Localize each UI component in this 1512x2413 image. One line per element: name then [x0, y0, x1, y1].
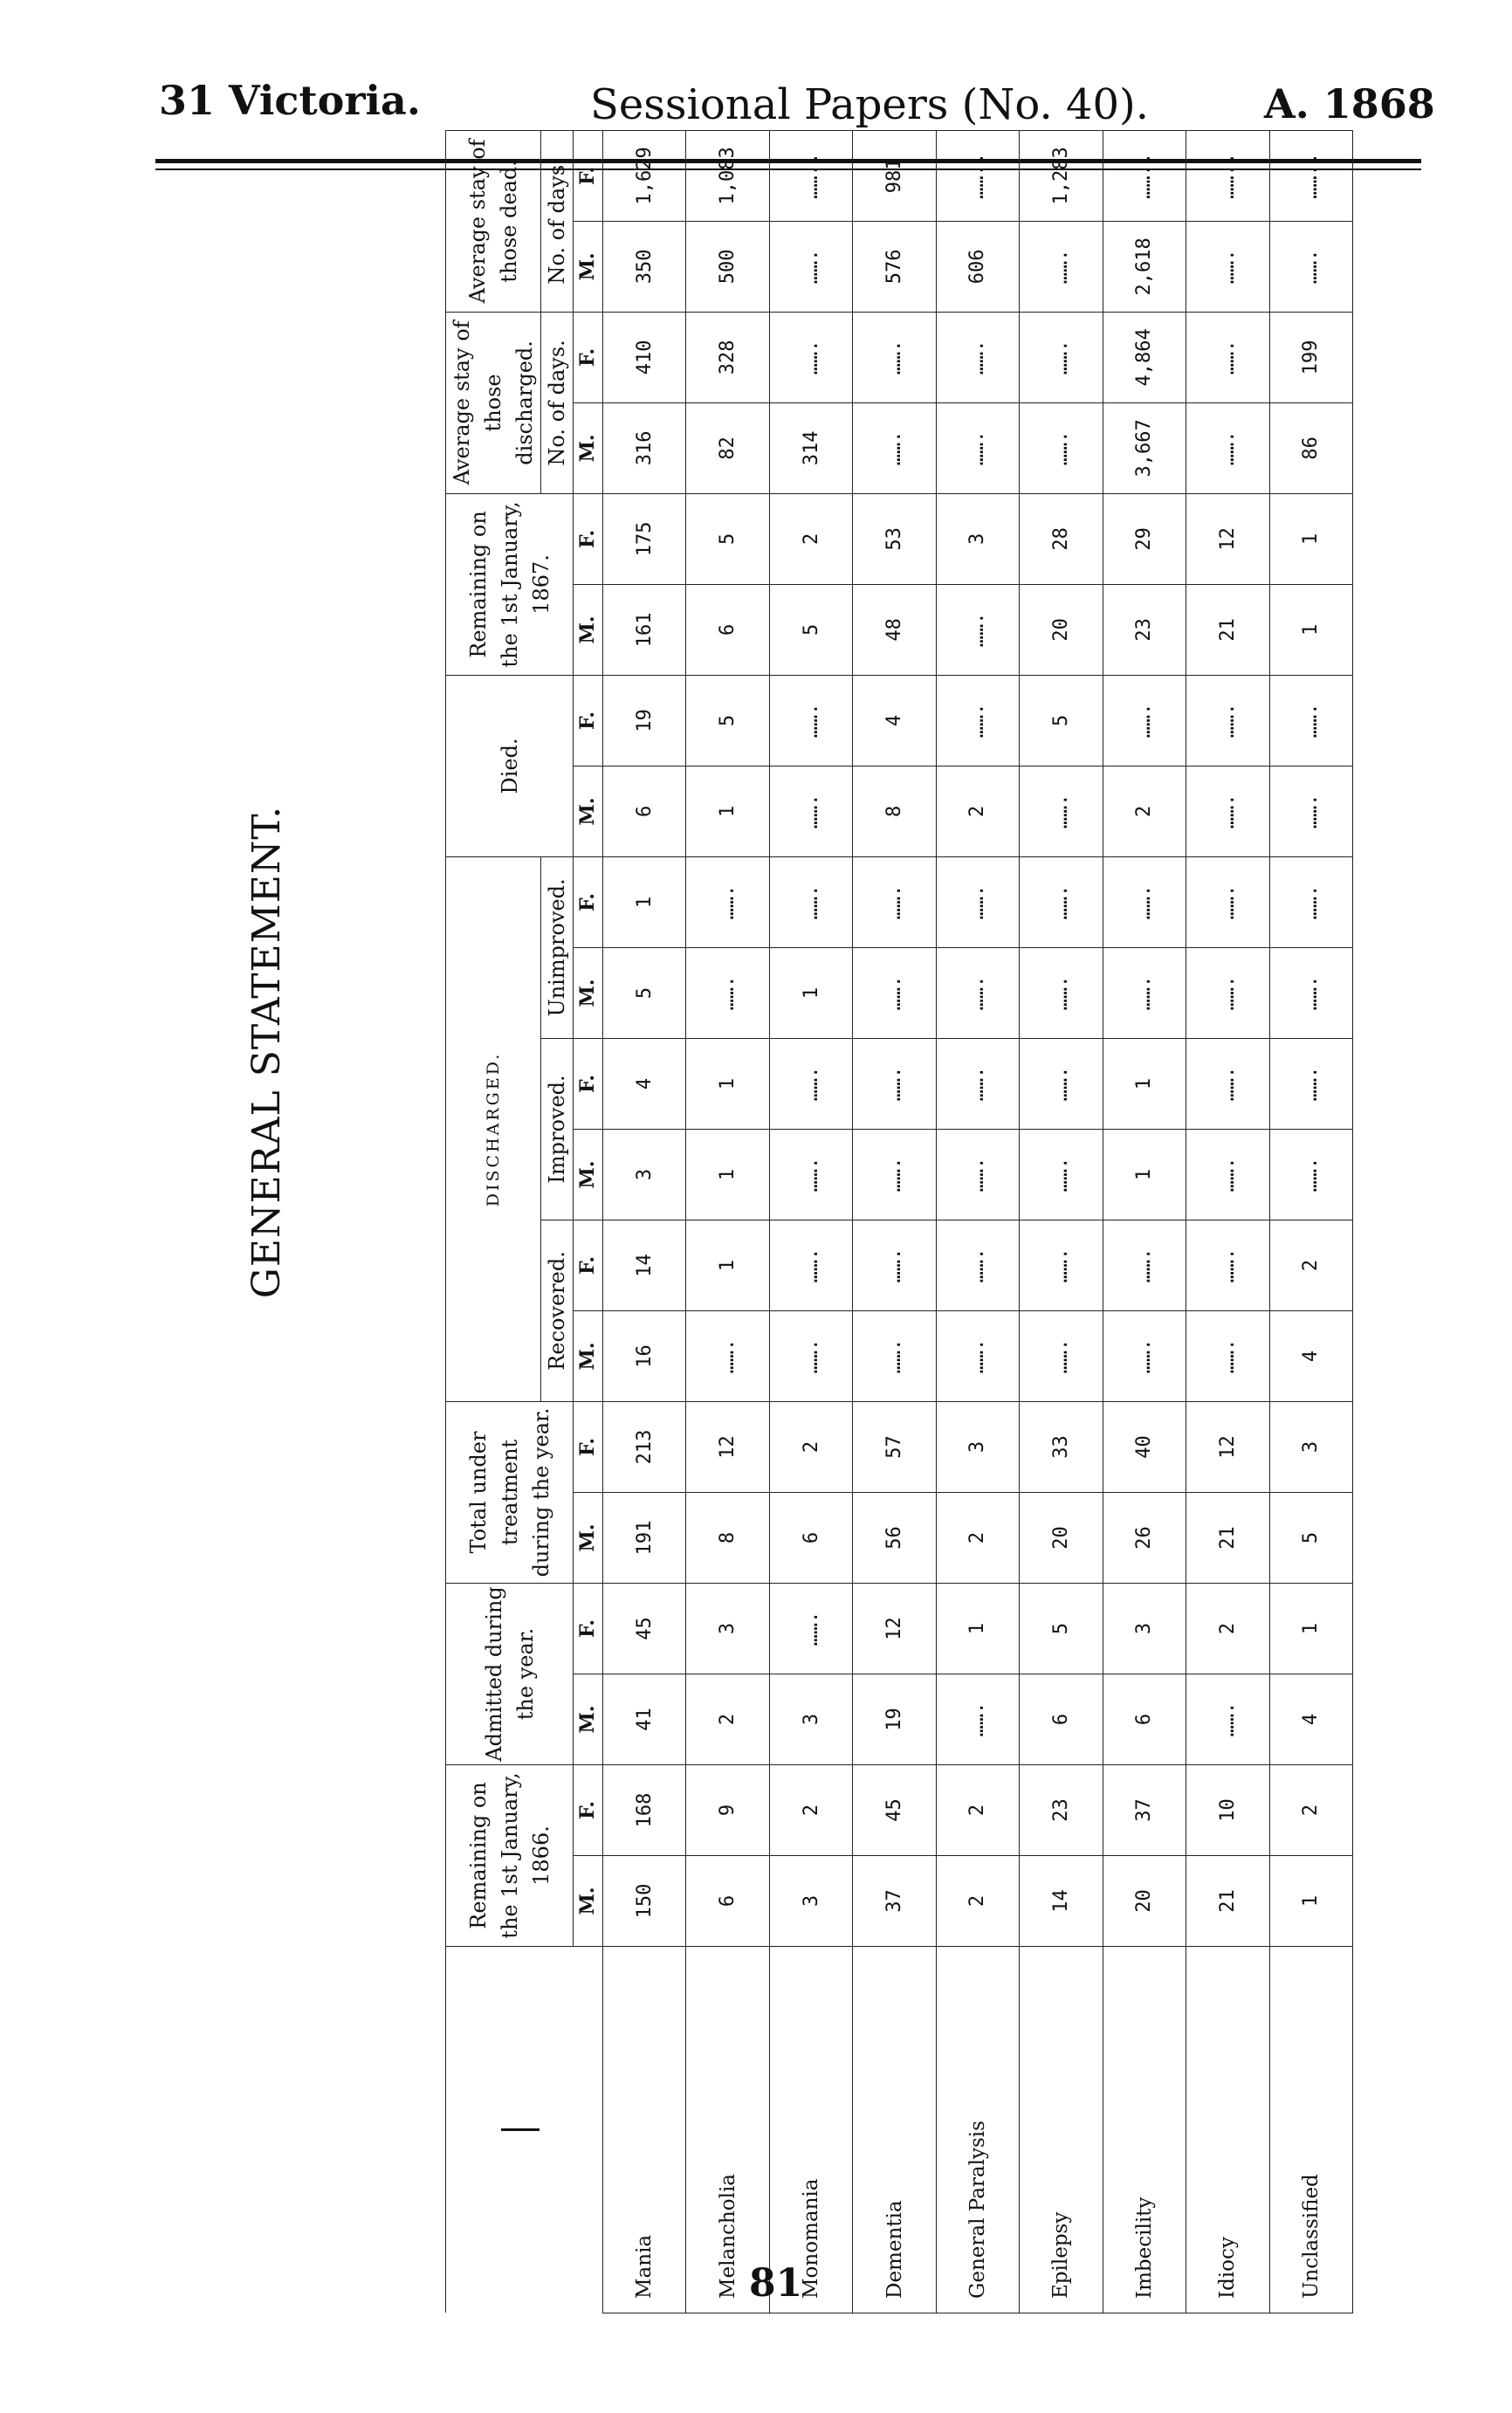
page-number: 81 [749, 2261, 803, 2306]
table-cell: …….. [1103, 130, 1186, 221]
table-cell: 191 [603, 1492, 686, 1583]
table-cell: 168 [603, 1764, 686, 1855]
table-cell: 1 [686, 766, 769, 856]
table-cell: 2 [769, 1401, 852, 1492]
female-header: F. [574, 1583, 603, 1674]
table-cell: ……. [1186, 766, 1269, 856]
table-cell: 1 [936, 1583, 1019, 1674]
table-cell: 500 [686, 221, 769, 312]
table-cell: 2,618 [1103, 221, 1186, 312]
table-cell: ……. [853, 312, 936, 402]
table-cell: 1 [686, 1129, 769, 1220]
header-year: A. 1868 [1264, 80, 1435, 127]
header-recovered: Recovered. [541, 1220, 574, 1401]
table-cell: ……. [936, 312, 1019, 402]
table-cell: 5 [1020, 1583, 1103, 1674]
table-cell: ……. [1186, 1038, 1269, 1129]
table-cell: ……. [769, 221, 852, 312]
male-header: M. [574, 1310, 603, 1401]
table-cell: 3 [936, 493, 1019, 584]
table-row [1186, 130, 1269, 2313]
table-cell: ……. [1020, 402, 1103, 493]
table-cell: 175 [603, 493, 686, 584]
table-cell: 3 [769, 1856, 852, 1947]
table-cell: ……. [1020, 947, 1103, 1038]
table-cell: ……. [1020, 1310, 1103, 1401]
male-header: M. [574, 947, 603, 1038]
row-label: General Paralysis [936, 1947, 1019, 2313]
header-regnal-year: 31 Victoria. [159, 77, 421, 124]
table-cell: ……. [1269, 856, 1353, 947]
table-cell: 14 [1020, 1856, 1103, 1947]
table-cell: 3 [769, 1674, 852, 1764]
header-avg-dead: Average stay of those dead. [446, 130, 541, 312]
table-cell: 40 [1103, 1401, 1186, 1492]
table-cell: 8 [686, 1492, 769, 1583]
table-cell: ……. [936, 1310, 1019, 1401]
table-cell: 6 [769, 1492, 852, 1583]
table-cell: 8 [853, 766, 936, 856]
female-header: F. [574, 1764, 603, 1855]
table-cell: 2 [936, 1856, 1019, 1947]
table-cell: 4 [1269, 1674, 1353, 1764]
table-row [686, 130, 769, 2313]
male-header: M. [574, 1856, 603, 1947]
table-cell: ……. [936, 1129, 1019, 1220]
female-header: F. [574, 312, 603, 402]
table-cell: 21 [1186, 1856, 1269, 1947]
table-cell: 10 [1186, 1764, 1269, 1855]
table-cell: 82 [686, 402, 769, 493]
table-cell: 45 [853, 1764, 936, 1855]
table-cell: 12 [853, 1583, 936, 1674]
table-cell: 57 [853, 1401, 936, 1492]
table-cell: 1 [1269, 1583, 1353, 1674]
table-cell: 12 [686, 1401, 769, 1492]
header-discharged: DISCHARGED. [446, 856, 541, 1401]
table-cell: 1 [686, 1038, 769, 1129]
table-cell: 45 [603, 1583, 686, 1674]
table-cell: …….. [1186, 130, 1269, 221]
table-cell: 1 [769, 947, 852, 1038]
table-cell: 5 [686, 675, 769, 766]
table-cell: ……. [686, 947, 769, 1038]
table-cell: 20 [1020, 584, 1103, 675]
table-cell: 6 [603, 766, 686, 856]
male-header: M. [574, 584, 603, 675]
table-cell: 2 [769, 493, 852, 584]
table-cell: ……. [1186, 947, 1269, 1038]
table-cell: ……. [1269, 766, 1353, 856]
table-cell: 3 [603, 1129, 686, 1220]
table-cell: 410 [603, 312, 686, 402]
header-no-of-days-discharged: No. of days. [541, 312, 574, 493]
table-cell: ……. [1186, 675, 1269, 766]
header-total-treatment: Total under treatment during the year. [446, 1401, 574, 1583]
table-cell: 606 [936, 221, 1019, 312]
table-cell: 20 [1020, 1492, 1103, 1583]
row-label: Imbecility [1103, 1947, 1186, 2313]
general-statement-table [445, 130, 1353, 2313]
table-cell: 161 [603, 584, 686, 675]
header-remaining-1867: Remaining on the 1st January, 1867. [446, 493, 574, 675]
female-header: F. [574, 1220, 603, 1310]
table-cell: 56 [853, 1492, 936, 1583]
male-header: M. [574, 1492, 603, 1583]
table-cell: ……. [1269, 221, 1353, 312]
table-cell: ……. [1186, 402, 1269, 493]
table-cell: ……. [1103, 1310, 1186, 1401]
table-cell: ……. [1186, 1310, 1269, 1401]
table-cell: 23 [1103, 584, 1186, 675]
table-cell: ……. [1103, 1220, 1186, 1310]
header-remaining-1866: Remaining on the 1st January, 1866. [446, 1764, 574, 1946]
table-cell: ……. [686, 856, 769, 947]
header-admitted: Admitted during the year. [446, 1583, 574, 1764]
table-cell: ……. [1103, 947, 1186, 1038]
table-cell: …….. [936, 130, 1019, 221]
table-cell: 1 [1103, 1038, 1186, 1129]
table-cell: ……. [769, 856, 852, 947]
table-cell: ……. [936, 584, 1019, 675]
table-cell: 26 [1103, 1492, 1186, 1583]
table-cell: ……. [853, 402, 936, 493]
table-row [603, 130, 686, 2313]
table-cell: ……. [686, 1310, 769, 1401]
table-cell: 6 [1020, 1674, 1103, 1764]
table-cell: 19 [853, 1674, 936, 1764]
table-cell: 37 [853, 1856, 936, 1947]
table-cell: 5 [603, 947, 686, 1038]
table-cell: ……. [853, 1220, 936, 1310]
table-cell: 2 [936, 1764, 1019, 1855]
table-cell: ……. [1103, 675, 1186, 766]
male-header: M. [574, 221, 603, 312]
table-cell: 328 [686, 312, 769, 402]
table-cell: ……. [936, 675, 1019, 766]
table-cell: ……. [1186, 1220, 1269, 1310]
statement-table-container [445, 131, 1353, 2313]
table-cell: ……. [1020, 312, 1103, 402]
row-label: Dementia [853, 1947, 936, 2313]
table-cell: ……. [1269, 947, 1353, 1038]
table-cell: 21 [1186, 584, 1269, 675]
table-cell: ……. [1020, 1038, 1103, 1129]
table-cell: ……. [1269, 1129, 1353, 1220]
table-cell: ……. [1186, 312, 1269, 402]
table-cell: ……. [936, 402, 1019, 493]
row-label: Idiocy [1186, 1947, 1269, 2313]
table-cell: 28 [1020, 493, 1103, 584]
table-cell: 3 [936, 1401, 1019, 1492]
table-cell: ……. [1103, 856, 1186, 947]
table-cell: 3,667 [1103, 402, 1186, 493]
table-cell: 213 [603, 1401, 686, 1492]
table-cell: ……. [853, 856, 936, 947]
table-cell: ……. [769, 1038, 852, 1129]
table-cell: 1 [1103, 1129, 1186, 1220]
table-cell: 314 [769, 402, 852, 493]
table-cell: 5 [1020, 675, 1103, 766]
table-cell: ……. [769, 766, 852, 856]
table-row [1269, 130, 1353, 2313]
table-cell: ……. [769, 1583, 852, 1674]
table-cell: 576 [853, 221, 936, 312]
table-cell: 1 [686, 1220, 769, 1310]
table-cell: ……. [1269, 675, 1353, 766]
table-cell: 53 [853, 493, 936, 584]
table-cell: 20 [1103, 1856, 1186, 1947]
table-cell: 5 [769, 584, 852, 675]
table-cell: ……. [936, 856, 1019, 947]
table-cell: 6 [1103, 1674, 1186, 1764]
table-cell: 5 [1269, 1492, 1353, 1583]
table-cell: 350 [603, 221, 686, 312]
header-avg-discharged: Average stay of those discharged. [446, 312, 541, 493]
table-cell: ……. [853, 1129, 936, 1220]
table-cell: ……. [1186, 1674, 1269, 1764]
table-cell: 1 [1269, 584, 1353, 675]
table-cell: 41 [603, 1674, 686, 1764]
table-row [853, 130, 936, 2313]
table-cell: 86 [1269, 402, 1353, 493]
table-cell: 33 [1020, 1401, 1103, 1492]
row-label: Unclassified [1269, 1947, 1353, 2313]
table-cell: 2 [686, 1674, 769, 1764]
table-cell: 37 [1103, 1764, 1186, 1855]
table-cell: ……. [1020, 1220, 1103, 1310]
table-cell: 3 [1103, 1583, 1186, 1674]
table-cell: 5 [686, 493, 769, 584]
table-cell: 4 [603, 1038, 686, 1129]
table-cell: 21 [1186, 1492, 1269, 1583]
male-header: M. [574, 402, 603, 493]
female-header: F. [574, 856, 603, 947]
table-cell: 1 [603, 856, 686, 947]
row-label-header [446, 1947, 603, 2313]
header-unimproved: Unimproved. [541, 856, 574, 1038]
table-row [1020, 130, 1103, 2313]
female-header: F. [574, 675, 603, 766]
table-cell: ……. [769, 1310, 852, 1401]
table-cell: 23 [1020, 1764, 1103, 1855]
table-row [769, 130, 852, 2313]
table-cell: 2 [936, 766, 1019, 856]
table-row [936, 130, 1019, 2313]
table-cell: ……. [1020, 766, 1103, 856]
table-cell: 6 [686, 1856, 769, 1947]
table-cell: 4,864 [1103, 312, 1186, 402]
table-cell: ……. [1020, 221, 1103, 312]
table-cell: 48 [853, 584, 936, 675]
female-header: F. [574, 1401, 603, 1492]
table-cell: …….. [1269, 130, 1353, 221]
table-cell: 2 [1269, 1764, 1353, 1855]
table-cell: ……. [769, 1129, 852, 1220]
male-header: M. [574, 1129, 603, 1220]
table-cell: ……. [936, 947, 1019, 1038]
table-cell: 1,629 [603, 130, 686, 221]
table-cell: ……. [936, 1674, 1019, 1764]
table-body [603, 130, 1353, 2313]
table-row [1103, 130, 1186, 2313]
table-cell: 4 [1269, 1310, 1353, 1401]
table-cell: 1 [1269, 493, 1353, 584]
table-cell: 12 [1186, 1401, 1269, 1492]
header-no-of-days-dead: No. of days. [541, 130, 574, 312]
table-cell: ……. [1186, 1129, 1269, 1220]
table-cell: ……. [1269, 1038, 1353, 1129]
table-cell: 12 [1186, 493, 1269, 584]
table-cell: 29 [1103, 493, 1186, 584]
table-cell: 2 [1269, 1220, 1353, 1310]
table-cell: 316 [603, 402, 686, 493]
male-header: M. [574, 766, 603, 856]
table-cell: 6 [686, 584, 769, 675]
table-cell: ……. [769, 1220, 852, 1310]
female-header: F. [574, 130, 603, 221]
table-cell: ……. [1186, 856, 1269, 947]
table-cell: 981 [853, 130, 936, 221]
table-cell: ……. [1186, 221, 1269, 312]
table-cell: ……. [1020, 856, 1103, 947]
table-cell: 2 [1103, 766, 1186, 856]
table-cell: ……. [853, 947, 936, 1038]
table-cell: ……. [853, 1038, 936, 1129]
table-cell: 3 [1269, 1401, 1353, 1492]
table-cell: ……. [769, 675, 852, 766]
table-cell: 1 [1269, 1856, 1353, 1947]
row-label: Monomania [769, 1947, 852, 2313]
table-cell: ……. [936, 1220, 1019, 1310]
row-label: Mania [603, 1947, 686, 2313]
table-cell: ……. [769, 312, 852, 402]
table-cell: 16 [603, 1310, 686, 1401]
table-cell: ……. [853, 1310, 936, 1401]
table-cell: ……. [936, 1038, 1019, 1129]
table-cell: 1,083 [686, 130, 769, 221]
table-cell: ……. [1020, 1129, 1103, 1220]
row-label: Melancholia [686, 1947, 769, 2313]
header-died: Died. [446, 675, 574, 856]
table-cell: 2 [769, 1764, 852, 1855]
header-improved: Improved. [541, 1038, 574, 1220]
male-header: M. [574, 1674, 603, 1764]
table-cell: 3 [686, 1583, 769, 1674]
header-series: Sessional Papers (No. 40). [590, 80, 1150, 129]
table-cell: 1,283 [1020, 130, 1103, 221]
table-cell: …….. [769, 130, 852, 221]
female-header: F. [574, 1038, 603, 1129]
table-cell: 199 [1269, 312, 1353, 402]
female-header: F. [574, 493, 603, 584]
table-cell: 19 [603, 675, 686, 766]
table-cell: 2 [1186, 1583, 1269, 1674]
table-cell: 2 [936, 1492, 1019, 1583]
row-label: Epilepsy [1020, 1947, 1103, 2313]
page-title: GENERAL STATEMENT. [244, 805, 289, 1299]
table-cell: 4 [853, 675, 936, 766]
table-cell: 14 [603, 1220, 686, 1310]
table-cell: 150 [603, 1856, 686, 1947]
table-cell: 9 [686, 1764, 769, 1855]
